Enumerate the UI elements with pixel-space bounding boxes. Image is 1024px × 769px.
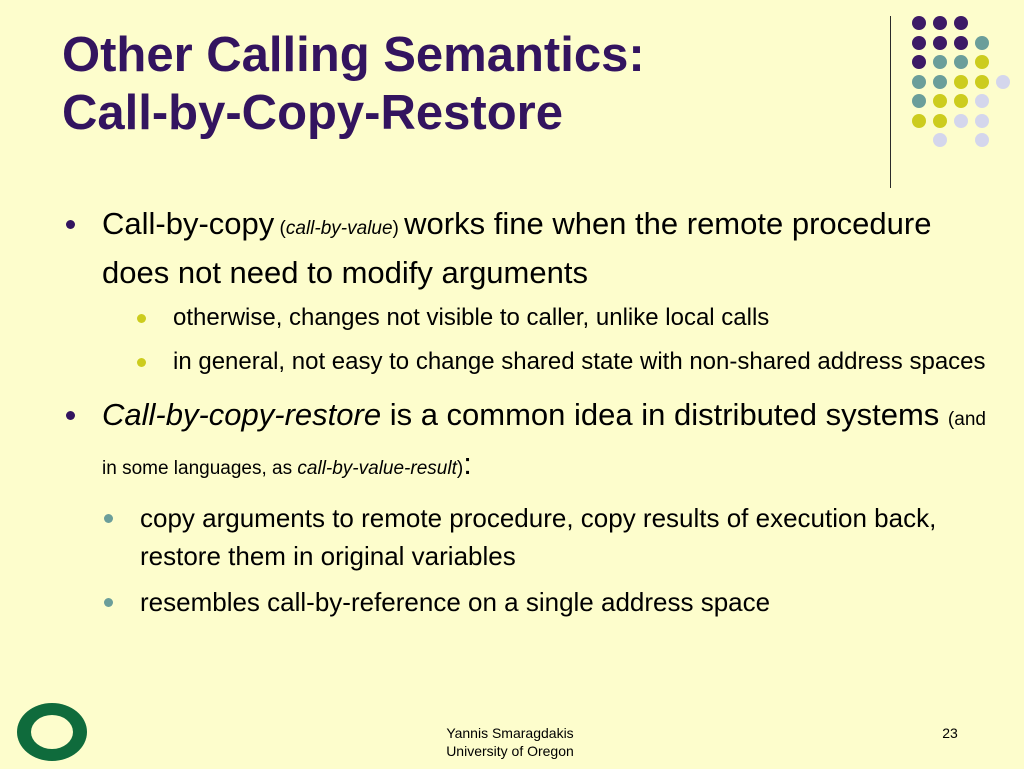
slide-footer xyxy=(410,724,610,760)
sub-bullet-marker xyxy=(104,514,113,523)
decorative-dot xyxy=(912,36,926,50)
decorative-dot xyxy=(912,16,926,30)
decorative-dot xyxy=(975,133,989,147)
page-number: 23 xyxy=(942,725,958,741)
decorative-dot xyxy=(954,55,968,69)
bullet-call-by-copy xyxy=(66,202,986,295)
decorative-dot xyxy=(954,75,968,89)
sub-bullet-text: copy arguments to remote procedure, copy results of execution back, restore them in original variables xyxy=(140,503,937,571)
decorative-dot xyxy=(912,114,926,128)
bullet-marker xyxy=(66,220,75,229)
decorative-dot xyxy=(975,55,989,69)
sub-bullet-resembles xyxy=(104,583,986,621)
bullet-marker xyxy=(66,411,75,420)
decorative-dot xyxy=(933,114,947,128)
bullet-paren-term: call-by-value xyxy=(285,218,393,239)
decorative-dot xyxy=(933,133,947,147)
bullet-text: is a common idea in distributed systems xyxy=(381,397,948,432)
title-line-1: Other Calling Semantics: xyxy=(62,28,645,82)
slide-body xyxy=(66,202,986,621)
decorative-dot xyxy=(933,16,947,30)
sub-bullet-otherwise xyxy=(137,301,986,335)
university-of-oregon-o-logo-icon xyxy=(14,700,90,769)
bullet-colon: : xyxy=(463,446,472,481)
title-line-2: Call-by-Copy-Restore xyxy=(62,86,563,140)
sub-bullet-in-general xyxy=(137,345,986,379)
bullet-italic-term: Call-by-copy-restore xyxy=(102,397,382,432)
decorative-dot xyxy=(975,114,989,128)
sub-bullet-marker xyxy=(137,358,146,367)
decorative-dot xyxy=(933,36,947,50)
sub-bullet-text: otherwise, changes not visible to caller, unlike local calls xyxy=(173,304,770,331)
decorative-dot xyxy=(933,55,947,69)
decorative-dot xyxy=(912,94,926,108)
decorative-dot xyxy=(954,94,968,108)
decorative-dot xyxy=(975,36,989,50)
decorative-dot xyxy=(933,75,947,89)
decorative-dot xyxy=(954,114,968,128)
decorative-dot xyxy=(975,94,989,108)
sub-bullet-text: resembles call-by-reference on a single address space xyxy=(140,587,771,617)
bullet-paren-open: ( xyxy=(274,218,286,239)
decorative-dot xyxy=(954,16,968,30)
bullet-call-by-copy-restore xyxy=(66,393,986,491)
footer-affiliation: University of Oregon xyxy=(446,743,574,759)
sub-bullet-copy-arguments xyxy=(104,499,986,575)
decorative-dot-grid xyxy=(0,0,1024,180)
footer-author: Yannis Smaragdakis xyxy=(446,725,574,741)
decorative-dot xyxy=(975,75,989,89)
sub-bullet-text: in general, not easy to change shared state with non-shared address spaces xyxy=(173,348,986,375)
decorative-dot xyxy=(933,94,947,108)
bullet-paren-term: call-by-value-result xyxy=(297,458,457,479)
sub-bullet-marker xyxy=(104,598,113,607)
bullet-paren-open: (and in some languages, as xyxy=(102,409,986,479)
decorative-dot xyxy=(912,55,926,69)
bullet-paren-close: ) xyxy=(456,458,464,479)
decorative-dot xyxy=(912,75,926,89)
sub-bullet-marker xyxy=(137,314,146,323)
bullet-text-cont: works fine when the remote procedure does not need to modify arguments xyxy=(102,206,932,290)
decorative-dot xyxy=(996,75,1010,89)
bullet-text: Call-by-copy xyxy=(102,206,275,241)
decorative-dot xyxy=(954,36,968,50)
bullet-paren-close: ) xyxy=(392,218,405,239)
